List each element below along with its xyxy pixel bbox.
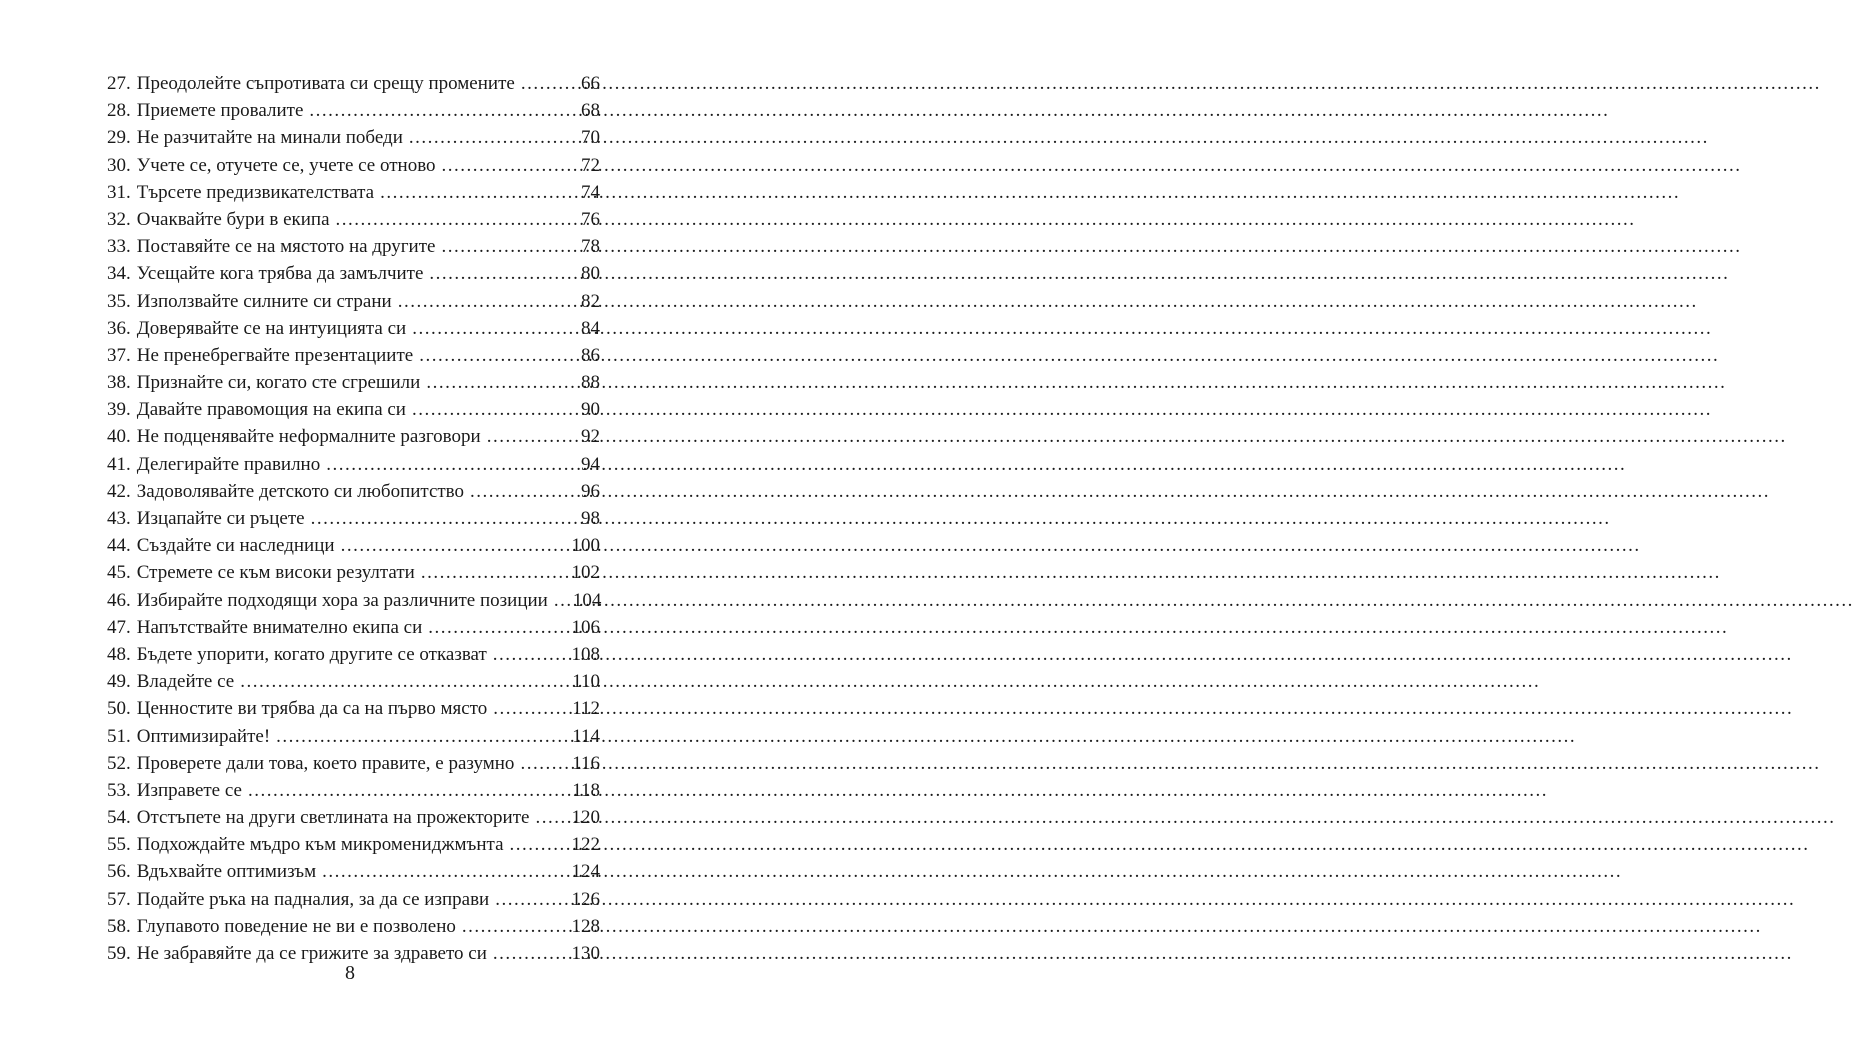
toc-entry-title: Отстъпете на други светлината на прожекторите (136, 807, 530, 829)
toc-entry-title: Търсете предизвикателствата (136, 181, 375, 203)
toc-dot-leader (412, 396, 578, 423)
toc-entry-page: 102 (571, 562, 600, 584)
toc-entry-number: 31. (107, 181, 131, 203)
toc-dot-leader (412, 315, 578, 342)
toc-entry (107, 641, 600, 668)
toc-entry-title: Изцапайте си ръцете (136, 508, 305, 529)
toc-entry (107, 288, 600, 315)
toc-entry-number: 56. (107, 861, 131, 883)
toc-entry-number: 28. (107, 100, 131, 122)
toc-entry-title: Създайте си наследници (136, 535, 335, 557)
toc-dot-leader (322, 858, 568, 885)
toc-entry-page: 76 (581, 208, 600, 230)
toc-entry-page: 82 (581, 290, 600, 312)
toc-dot-leader (311, 505, 578, 532)
toc-entry-page: 124 (571, 861, 600, 883)
toc-entry-title: Изправете се (136, 779, 242, 801)
toc-entry-number: 42. (107, 480, 131, 502)
toc-entry-title: Вдъхвайте оптимизъм (136, 861, 317, 883)
table-of-contents (107, 70, 600, 967)
toc-entry-number: 59. (107, 943, 131, 964)
toc-entry (107, 532, 600, 559)
toc-dot-leader (442, 152, 578, 179)
toc-dot-leader (510, 831, 569, 858)
toc-entry-title: Преодолейте съпротивата си срещу промените (136, 73, 515, 94)
toc-dot-leader (336, 206, 578, 233)
toc-entry-number: 30. (107, 154, 131, 176)
toc-entry-page: 110 (572, 671, 600, 693)
toc-entry-number: 29. (107, 127, 131, 149)
toc-entry (107, 260, 600, 287)
toc-entry-page: 94 (581, 453, 600, 475)
toc-entry-page: 112 (572, 698, 600, 720)
toc-entry-title: Задоволявайте детското си любопитство (136, 480, 465, 502)
toc-dot-leader (419, 342, 578, 369)
toc-entry (107, 342, 600, 369)
toc-entry-number: 41. (107, 453, 131, 475)
toc-entry (107, 179, 600, 206)
toc-dot-leader (520, 750, 569, 777)
toc-entry-number: 39. (107, 399, 131, 421)
toc-entry-title: Признайте си, когато сте сгрешили (136, 372, 421, 394)
toc-dot-leader (470, 478, 578, 505)
toc-entry-number: 34. (107, 263, 131, 285)
toc-dot-leader (462, 913, 569, 940)
toc-entry (107, 423, 600, 450)
toc-entry-title: Не разчитайте на минали победи (136, 127, 403, 149)
toc-entry-page: 78 (581, 236, 600, 258)
toc-entry-page: 68 (581, 100, 600, 122)
toc-entry-page: 74 (581, 181, 600, 203)
toc-entry-number: 55. (107, 834, 131, 856)
toc-dot-leader (441, 233, 578, 260)
toc-dot-leader (428, 614, 568, 641)
toc-dot-leader (554, 587, 570, 614)
toc-dot-leader (421, 559, 569, 586)
toc-entry-page: 114 (572, 725, 600, 747)
toc-entry-number: 49. (107, 671, 131, 693)
toc-entry-page: 86 (581, 344, 600, 366)
toc-entry-page: 90 (581, 399, 600, 421)
toc-entry-title: Поставяйте се на мястото на другите (136, 236, 436, 258)
page-number: 8 (345, 962, 355, 984)
toc-entry (107, 886, 600, 913)
toc-entry-page: 130 (571, 943, 600, 964)
toc-entry-number: 57. (107, 888, 131, 910)
toc-dot-leader (487, 423, 578, 450)
toc-entry (107, 831, 600, 858)
toc-entry-page: 106 (571, 616, 600, 638)
toc-entry (107, 206, 600, 233)
toc-entry-number: 44. (107, 535, 131, 557)
toc-dot-leader (240, 668, 569, 695)
toc-entry-title: Доверявайте се на интуицията си (136, 317, 407, 339)
toc-entry-title: Напътствайте внимателно екипа си (136, 616, 423, 638)
toc-entry-number: 53. (107, 779, 131, 801)
toc-entry-page: 100 (571, 535, 600, 557)
toc-entry (107, 70, 600, 97)
toc-entry (107, 695, 600, 722)
toc-entry (107, 913, 600, 940)
toc-entry (107, 369, 600, 396)
book-page (0, 0, 700, 1050)
toc-entry-number: 51. (107, 725, 131, 747)
toc-dot-leader (426, 369, 578, 396)
toc-entry (107, 315, 600, 342)
toc-entry-title: Избирайте подходящи хора за различните позиции (136, 589, 548, 611)
toc-entry-page: 126 (571, 888, 600, 910)
toc-entry-page: 72 (581, 154, 600, 176)
toc-dot-leader (248, 777, 569, 804)
toc-entry-number: 32. (107, 208, 131, 230)
toc-entry-number: 38. (107, 372, 131, 394)
toc-entry-title: Използвайте силните си страни (136, 290, 392, 312)
toc-entry (107, 396, 600, 423)
toc-entry-title: Ценностите ви трябва да са на първо място (136, 698, 488, 720)
toc-entry (107, 233, 600, 260)
toc-entry-title: Приемете провалите (136, 100, 304, 122)
toc-entry-title: Делегирайте правилно (136, 453, 321, 475)
toc-entry-number: 33. (107, 236, 131, 258)
toc-entry-page: 70 (581, 127, 600, 149)
toc-entry-number: 52. (107, 752, 131, 774)
toc-entry-page: 96 (581, 480, 600, 502)
toc-entry-page: 108 (571, 643, 600, 665)
toc-entry-title: Владейте се (136, 671, 235, 693)
toc-entry-title: Бъдете упорити, когато другите се отказват (136, 643, 487, 665)
toc-entry-page: 92 (581, 426, 600, 448)
toc-entry (107, 858, 600, 885)
toc-entry (107, 478, 600, 505)
toc-entry-number: 36. (107, 317, 131, 339)
toc-entry-title: Подайте ръка на падналия, за да се изправи (136, 888, 490, 910)
toc-dot-leader (493, 641, 569, 668)
toc-entry (107, 124, 600, 151)
toc-entry-title: Давайте правомощия на екипа си (136, 399, 406, 421)
toc-entry-title: Проверете дали това, което правите, е разумно (136, 752, 515, 774)
toc-entry (107, 668, 600, 695)
toc-entry-page: 118 (572, 779, 600, 801)
toc-entry-page: 104 (572, 589, 602, 611)
toc-entry-title: Не забравяйте да се грижите за здравето си (136, 943, 487, 964)
toc-entry-title: Учете се, отучете се, учете се отново (136, 154, 436, 176)
toc-dot-leader (429, 260, 578, 287)
toc-entry-number: 40. (107, 426, 131, 448)
toc-entry-title: Не пренебрегвайте презентациите (136, 344, 414, 366)
toc-dot-leader (380, 179, 578, 206)
toc-entry-title: Подхождайте мъдро към микромениджмънта (136, 834, 504, 856)
toc-entry-number: 48. (107, 643, 131, 665)
toc-entry-page: 66 (581, 73, 600, 94)
toc-dot-leader (493, 695, 569, 722)
toc-dot-leader (326, 451, 578, 478)
toc-dot-leader (398, 288, 578, 315)
toc-entry-title: Очаквайте бури в екипа (136, 208, 330, 230)
toc-entry (107, 750, 600, 777)
toc-dot-leader (341, 532, 569, 559)
toc-entry-number: 27. (107, 73, 131, 94)
toc-entry-page: 98 (581, 508, 600, 529)
toc-entry-number: 45. (107, 562, 131, 584)
toc-dot-leader (409, 124, 578, 151)
toc-entry (107, 804, 600, 831)
toc-entry-number: 54. (107, 807, 131, 829)
toc-dot-leader (276, 723, 569, 750)
toc-dot-leader (535, 804, 568, 831)
toc-entry (107, 559, 600, 586)
toc-entry-number: 46. (107, 589, 131, 611)
toc-entry-number: 35. (107, 290, 131, 312)
toc-entry-number: 58. (107, 915, 131, 937)
toc-entry-page: 122 (571, 834, 600, 856)
toc-entry (107, 587, 600, 614)
toc-dot-leader (309, 97, 578, 124)
toc-entry-page: 80 (581, 263, 600, 285)
toc-entry-page: 84 (581, 317, 600, 339)
toc-entry (107, 152, 600, 179)
toc-dot-leader (495, 886, 568, 913)
toc-entry-page: 88 (581, 372, 600, 394)
toc-entry-number: 43. (107, 508, 131, 529)
toc-entry-number: 37. (107, 344, 131, 366)
toc-entry-number: 50. (107, 698, 131, 720)
toc-entry-title: Глупавото поведение не ви е позволено (136, 915, 456, 937)
toc-entry-title: Стремете се към високи резултати (136, 562, 415, 584)
toc-entry (107, 505, 600, 532)
toc-dot-leader (521, 70, 578, 97)
toc-entry (107, 723, 600, 750)
toc-entry (107, 97, 600, 124)
toc-entry (107, 614, 600, 641)
toc-entry-page: 128 (571, 915, 600, 937)
toc-entry-title: Не подценявайте неформалните разговори (136, 426, 481, 448)
toc-entry-page: 116 (572, 752, 600, 774)
toc-entry (107, 451, 600, 478)
toc-entry-title: Оптимизирайте! (136, 725, 271, 747)
toc-entry-number: 47. (107, 616, 131, 638)
toc-entry (107, 777, 600, 804)
toc-entry-page: 120 (571, 807, 600, 829)
toc-entry-title: Усещайте кога трябва да замълчите (136, 263, 424, 285)
